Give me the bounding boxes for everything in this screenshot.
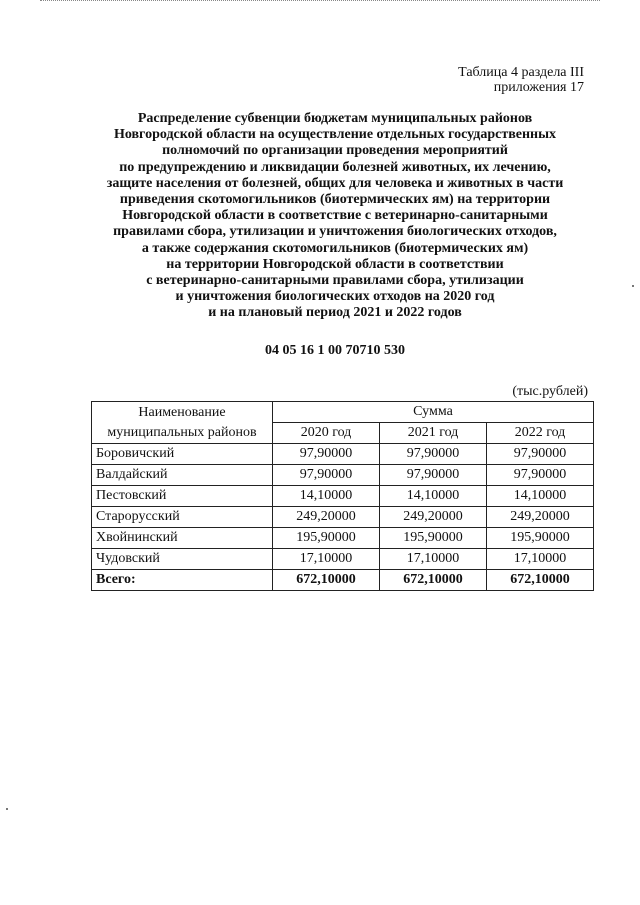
value-2022: 97,90000 — [487, 444, 594, 465]
value-2020: 97,90000 — [273, 444, 380, 465]
value-2022: 249,20000 — [487, 507, 594, 528]
title-line: Новгородской области в соответствие с ветеринарно-санитарными — [122, 208, 548, 224]
year-header: 2021 год — [380, 423, 487, 444]
sum-header: Сумма — [273, 402, 594, 423]
units-label: (тыс.рублей) — [512, 384, 588, 399]
value-2022: 17,10000 — [487, 549, 594, 570]
title-line: защите населения от болезней, общих для человека и животных в части — [106, 175, 564, 191]
district-name-header — [92, 402, 273, 444]
title-line: приведения скотомогильников (биотермических ям) на территории — [119, 192, 551, 208]
scan-speck — [6, 808, 8, 810]
district-name: Валдайский — [92, 465, 273, 486]
total-2021: 672,10000 — [380, 570, 487, 591]
value-2020: 195,90000 — [273, 528, 380, 549]
value-2021: 97,90000 — [380, 444, 487, 465]
value-2021: 195,90000 — [380, 528, 487, 549]
district-name: Старорусский — [92, 507, 273, 528]
total-2022: 672,10000 — [487, 570, 594, 591]
title-line: и уничтожения биологических отходов на 2020 год — [175, 289, 495, 305]
table-row — [92, 444, 594, 465]
table-row — [92, 465, 594, 486]
district-name: Хвойнинский — [92, 528, 273, 549]
value-2022: 97,90000 — [487, 465, 594, 486]
title-line: правилами сбора, утилизации и уничтожения биологических отходов, — [113, 224, 557, 240]
value-2021: 249,20000 — [380, 507, 487, 528]
document-title — [70, 111, 600, 322]
value-2021: 97,90000 — [380, 465, 487, 486]
value-2021: 17,10000 — [380, 549, 487, 570]
value-2020: 97,90000 — [273, 465, 380, 486]
title-line: а также содержания скотомогильников (биотермических ям) — [141, 240, 529, 256]
total-label: Всего: — [92, 570, 273, 591]
title-line: и на плановый период 2021 и 2022 годов — [208, 305, 462, 321]
title-line: Распределение субвенции бюджетам муниципальных районов — [137, 111, 533, 126]
scan-speck — [632, 285, 634, 287]
header-line: муниципальных районов — [107, 424, 257, 440]
table-row — [92, 507, 594, 528]
subsidy-table — [91, 401, 594, 591]
district-name: Чудовский — [92, 549, 273, 570]
year-header: 2020 год — [273, 423, 380, 444]
title-line: с ветеринарно-санитарными правилами сбора, утилизации — [146, 273, 524, 289]
table-row — [92, 528, 594, 549]
value-2022: 195,90000 — [487, 528, 594, 549]
title-line: по предупреждению и ликвидации болезней животных, их лечению, — [119, 159, 551, 175]
budget-code: 04 05 16 1 00 70710 530 — [265, 343, 405, 358]
district-name: Боровичский — [92, 444, 273, 465]
total-2020: 672,10000 — [273, 570, 380, 591]
value-2020: 17,10000 — [273, 549, 380, 570]
table-reference — [458, 65, 584, 95]
table-header-row — [92, 402, 594, 423]
value-2021: 14,10000 — [380, 486, 487, 507]
value-2022: 14,10000 — [487, 486, 594, 507]
title-line: полномочий по организации проведения мероприятий — [162, 143, 508, 159]
table-ref-line: приложения 17 — [493, 80, 584, 95]
header-line: Наименование — [138, 404, 226, 420]
district-name: Пестовский — [92, 486, 273, 507]
table-row — [92, 486, 594, 507]
value-2020: 249,20000 — [273, 507, 380, 528]
year-header: 2022 год — [487, 423, 594, 444]
title-line: Новгородской области на осуществление отдельных государственных — [113, 127, 557, 143]
value-2020: 14,10000 — [273, 486, 380, 507]
total-row — [92, 570, 594, 591]
table-row — [92, 549, 594, 570]
title-line: на территории Новгородской области в соответствии — [166, 256, 504, 272]
scan-top-edge — [40, 0, 600, 7]
table-ref-line: Таблица 4 раздела III — [458, 65, 584, 80]
